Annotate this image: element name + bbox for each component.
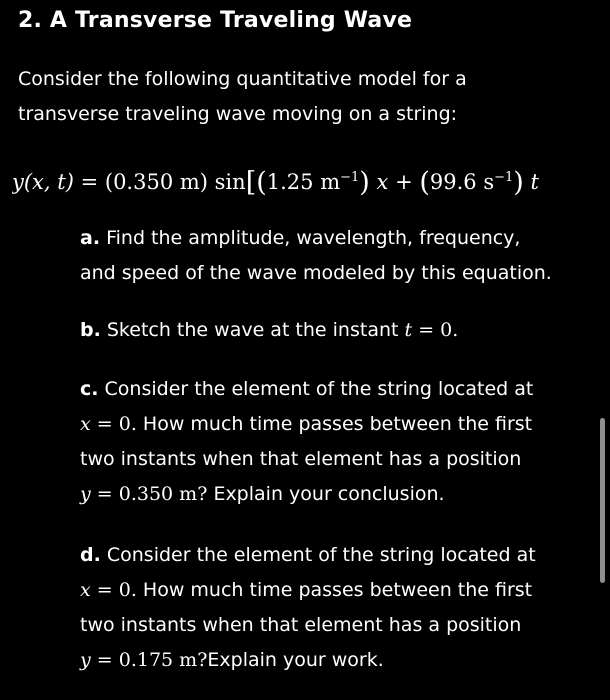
vertical-scrollbar[interactable]: [600, 418, 605, 583]
question-d-label: d.: [80, 544, 101, 566]
question-d-eq-y: =: [96, 649, 113, 671]
question-d-text-2: How much time passes between the first: [142, 579, 533, 601]
question-c-text-1: Consider the element of the string located at: [104, 378, 534, 400]
question-a-text-1: Find the amplitude, wavelength, frequency,: [106, 227, 521, 249]
equation-bracket-open: [(: [245, 167, 267, 198]
question-d-var-x: x: [80, 579, 91, 601]
question-d-line-1: [80, 538, 595, 573]
question-b-label: b.: [80, 319, 101, 341]
equation-plus: +: [395, 170, 413, 194]
question-d-line-4: [80, 643, 595, 678]
intro-line-1: Consider the following quantitative model for a: [18, 68, 467, 90]
question-a-line-2: and speed of the wave modeled by this equation.: [80, 262, 552, 284]
equation-k-exponent: −1: [340, 170, 360, 185]
question-c-label: c.: [80, 378, 99, 400]
question-b-var: t: [404, 319, 413, 341]
question-d-var-y: y: [80, 649, 91, 671]
question-c-line-1: [80, 372, 595, 407]
question-d-text-4: Explain your work.: [207, 649, 384, 671]
question-d-val-y: 0.175 m?: [118, 649, 208, 671]
question-c-var-x: x: [80, 413, 91, 435]
question-b-value: 0.: [440, 319, 459, 341]
question-b-line-1: [80, 313, 595, 348]
equation-paren-close: ): [359, 167, 370, 198]
problem-title: 2. A Transverse Traveling Wave: [18, 8, 413, 33]
question-d-eq-x: =: [96, 579, 113, 601]
equation-lhs: y(x, t): [12, 170, 74, 194]
equation-omega: 99.6 s: [429, 170, 495, 194]
question-c-eq-y: =: [96, 483, 113, 505]
wave-equation: [12, 158, 610, 203]
question-d: [80, 538, 595, 678]
question-c-line-3: two instants when that element has a position: [80, 448, 522, 470]
question-a-label: a.: [80, 227, 101, 249]
question-c-val-x: 0.: [118, 413, 137, 435]
question-c-text-4: Explain your conclusion.: [213, 483, 445, 505]
question-c-var-y: y: [80, 483, 91, 505]
question-d-val-x: 0.: [118, 579, 137, 601]
question-c-line-2: [80, 407, 595, 442]
question-c: [80, 372, 595, 512]
intro-paragraph: [18, 62, 598, 132]
equation-paren-close-2: ): [513, 167, 524, 198]
question-a: [80, 221, 595, 291]
equation-paren-open: (: [419, 167, 430, 198]
question-c-eq-x: =: [96, 413, 113, 435]
question-d-line-3: two instants when that element has a position: [80, 614, 522, 636]
question-c-val-y: 0.350 m?: [118, 483, 208, 505]
question-c-line-4: [80, 477, 595, 512]
question-b: [80, 313, 595, 348]
question-b-eq: =: [418, 319, 435, 341]
intro-line-2: transverse traveling wave moving on a string:: [18, 103, 458, 125]
question-c-text-2: How much time passes between the first: [142, 413, 533, 435]
equation-equals: =: [80, 170, 99, 194]
equation-t: t: [530, 170, 539, 194]
equation-omega-exponent: −1: [494, 170, 514, 185]
equation-sin: sin: [214, 170, 246, 194]
question-d-text-1: Consider the element of the string located at: [106, 544, 536, 566]
question-a-line-1: [80, 221, 595, 256]
question-d-line-2: [80, 573, 595, 608]
equation-x: x: [376, 170, 389, 194]
equation-k: 1.25 m: [266, 170, 341, 194]
question-b-text: Sketch the wave at the instant: [106, 319, 399, 341]
equation-amplitude: (0.350 m): [104, 170, 208, 194]
